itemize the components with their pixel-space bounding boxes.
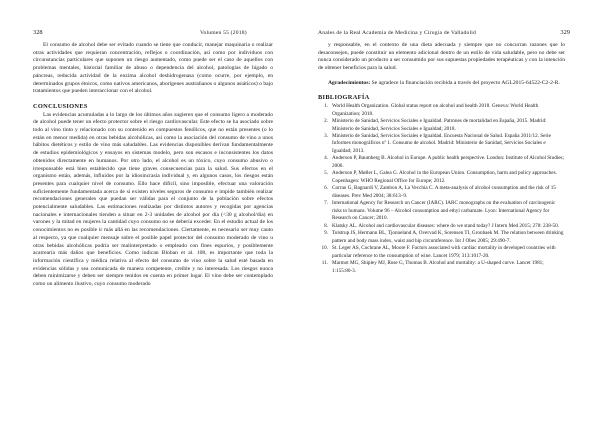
- reference-item: [318, 200, 565, 222]
- running-head: Volumen 55 (2018): [200, 30, 247, 36]
- reference-item: [318, 133, 565, 155]
- reference-number: 3.: [324, 133, 328, 140]
- reference-number: 5.: [324, 170, 328, 177]
- reference-item: [318, 245, 565, 260]
- reference-item: [318, 103, 565, 118]
- running-head: Anales de la Real Academia de Medicina y Cirugía de Valladolid: [318, 30, 476, 36]
- reference-number: 1.: [324, 103, 328, 110]
- right-page: [300, 0, 600, 423]
- reference-text: Anderson P, Møller L, Galea G. Alcohol in the European Union. Consumption, harm and policy approaches. Copenhagen: WHO Regional Office for Europe; 2012.: [332, 170, 557, 184]
- reference-number: 10.: [321, 245, 328, 252]
- reference-item: [318, 260, 565, 275]
- reference-text: World Health Organization. Global status report on alcohol and health 2018. Geneva: World Health Organization; 2018.: [332, 103, 539, 117]
- acknowledgements: [318, 80, 565, 88]
- reference-item: [318, 170, 565, 185]
- acknowledgements-text: Se agradece la financiación recibida a través del proyecto AGL2015-64522-C2-2-R.: [371, 79, 560, 86]
- reference-number: 8.: [324, 222, 328, 229]
- reference-number: 9.: [324, 230, 328, 237]
- section-heading-conclusions: CONCLUSIONES: [33, 102, 88, 110]
- paragraph: Las evidencias acumuladas a lo largo de los últimos años sugieren que el consumo ligero a moderado de alcohol puede tener un efecto protector sobre el riesgo cardiovascular. Este efecto se ha asociado sobre todo al vino tinto y relacionado con su contenido en compuestos fenólicos, que no están presentes (o lo están en menor medida) en otras bebidas alcohólicas, así como la asociación del consumo de vino a unos hábitos dietéticos y estilo de vino más saludables. Las evidencias disponibles derivan fundamentalmente de estudios epidemiológicos y ensayos en sistemas modelo, pero son escasos e inconsistentes los datos obtenidos directamente en humanos. Por otro lado, el alcohol es un tóxico, cuyo consumo abusivo o irresponsable está bien establecido que tiene graves consecuencias para la salud. Sus efectos en el organismo están, además, influidos por la idiosincrasia individual y, en algunos casos, los riesgos están presentes para cualquier nivel de consumo. Ello hace difícil, sino imposible, efectuar una valoración suficientemente fundamentada acerca de si existen niveles seguros de consumo e impide también realizar recomendaciones generales que puedan ser válidas para el conjunto de la población sobre efectos potencialmente saludables. Las estimaciones realizadas por distintos autores y recogidas por agencias nacionales e internacionales tienden a situar en 2-3 unidades de alcohol por día (<30 g alcohol/día) en varones y la mitad en mujeres la cantidad cuyo consumo no se debería exceder. En el estudio actual de los conocimientos no es posible ir más allá en las recomendaciones. Ciertamente, es necesario ser muy cauto al respecto, ya que cualquier mensaje sobre el posible papel protector del consumo moderado de vino u otras bebidas alcohólicas podría ser malinterpretado o empleado con fines espurios, y posiblemente acarrearía más daños que beneficios. Como indican Bloban et al. 108, es importante que toda la información científica y médica relativa al efecto del consumo de vino sobre la salud esté basada en evidencias sólidas y sea comunicada de manera competente, creíble y no interesada. Los riesgos nunca deben minimizarse y deben ser siempre tenidos en cuenta en primer lugar. El vino debe ser contemplado como un alimento ilustivo, cuyo consumo moderado: [33, 111, 273, 288]
- reference-text: Tolstrup JS, Hermann BL, Tjonneland A, Overvad K, Sorensen TI, Gronbaek M. The relation between drinking pattern and body mass index, waist and hip circumference. Int J Obes 2005; 29:490-7.: [332, 230, 564, 244]
- reference-text: Marmot MG, Shipley MJ, Rose G, Thomas B. Alcohol and mortality: a U-shaped curve. Lancet 1981; 1:155:80-3.: [332, 260, 544, 274]
- reference-text: Ministerio de Sanidad, Servicios Sociales e Igualdad. Encuesta Nacional de Salud. España 2011/12. Serie Informes monográficos nº 1. Consumo de alcohol. Madrid: Ministerio de Sanidad, Servicios Sociales e Igualdad; 2013.: [332, 133, 551, 154]
- acknowledgements-label: Agradecimientos:: [328, 79, 371, 86]
- reference-item: [318, 230, 565, 245]
- reference-item: [318, 118, 565, 133]
- reference-text: Klatsky AL. Alcohol and cardiovascular diseases: where do we stand today? J Intern Med 2015; 278: 238-50.: [332, 222, 560, 229]
- paragraph: y responsable, en el contexto de una dieta adecuada y siempre que no concurran razones que lo desaconsejen, puede constituir un elemento adicional dentro de un estilo de vida saludable, pero no debe ser nunca considerado un producto a ser consumido por sus supuestas propiedades terapéuticas y con la intención de obtener beneficios para la salud.: [318, 42, 565, 72]
- reference-text: International Agency for Research on Cancer (IARC). IARC monographs on the evaluation of carcinogenic risks to humans. Volume 96 – Alcohol consumption and ethyl carbamate. Lyon: International Agency for Research on Cancer; 2010.: [332, 200, 556, 222]
- reference-item: [318, 223, 565, 230]
- reference-number: 6.: [324, 185, 328, 192]
- reference-text: Anderson P, Baumberg B. Alcohol in Europe. A public health perspective. London: Institute of Alcohol Studies; 2006.: [332, 155, 565, 169]
- reference-list: [318, 103, 565, 275]
- reference-text: Corrao G, Bagnardi V, Zambon A, La Vecchia C. A meta-analysis of alcohol consumption and the risk of 15 diseases. Prev Med 2004; 38:613–9.: [332, 185, 556, 199]
- right-column: [318, 42, 565, 275]
- section-heading-bibliography: BIBLIOGRAFÍA: [318, 93, 370, 101]
- left-column: [33, 42, 273, 289]
- reference-number: 7.: [324, 200, 328, 207]
- page-number: 329: [560, 29, 570, 36]
- reference-text: Ministerio de Sanidad, Servicios Sociales e Igualdad. Patrones de mortalidad en España, 2015. Madrid: Ministerio de Sanidad, Servicios Sociales e Igualdad; 2018.: [332, 118, 547, 132]
- page-number: 328: [33, 29, 43, 36]
- reference-item: [318, 155, 565, 170]
- reference-text: St. Leger AS, Cochrane AL, Moore F. Factors associated with cardiac mortality in developed countries with particular reference to the consumption of wine. Lancet 1979; 313:1017-20.: [332, 245, 556, 259]
- reference-number: 11.: [321, 260, 328, 267]
- reference-item: [318, 185, 565, 200]
- paragraph: El consumo de alcohol debe ser evitado cuando se tiene que conducir, manejar maquinaria o realizar otras actividades que requieran concentración, reflejos o coordinación, así como por individuos con circunstancias particulares que suponen un riesgo aumentado, como puede ser el caso de aquellos con problemas mentales, historial familiar de abuso o dependencia del alcohol, patologías de hígado o páncreas, reducida actividad de la enzima alcohol deshidrogenasa (como ocurre, por ejemplo, en determinados grupos étnicos, como nativos americanos, aborígenes australianos o algunos asiáticos) o bajo tratamientos que pueden interaccionar con el alcohol.: [33, 42, 273, 95]
- reference-number: 4.: [324, 155, 328, 162]
- reference-number: 2.: [324, 118, 328, 125]
